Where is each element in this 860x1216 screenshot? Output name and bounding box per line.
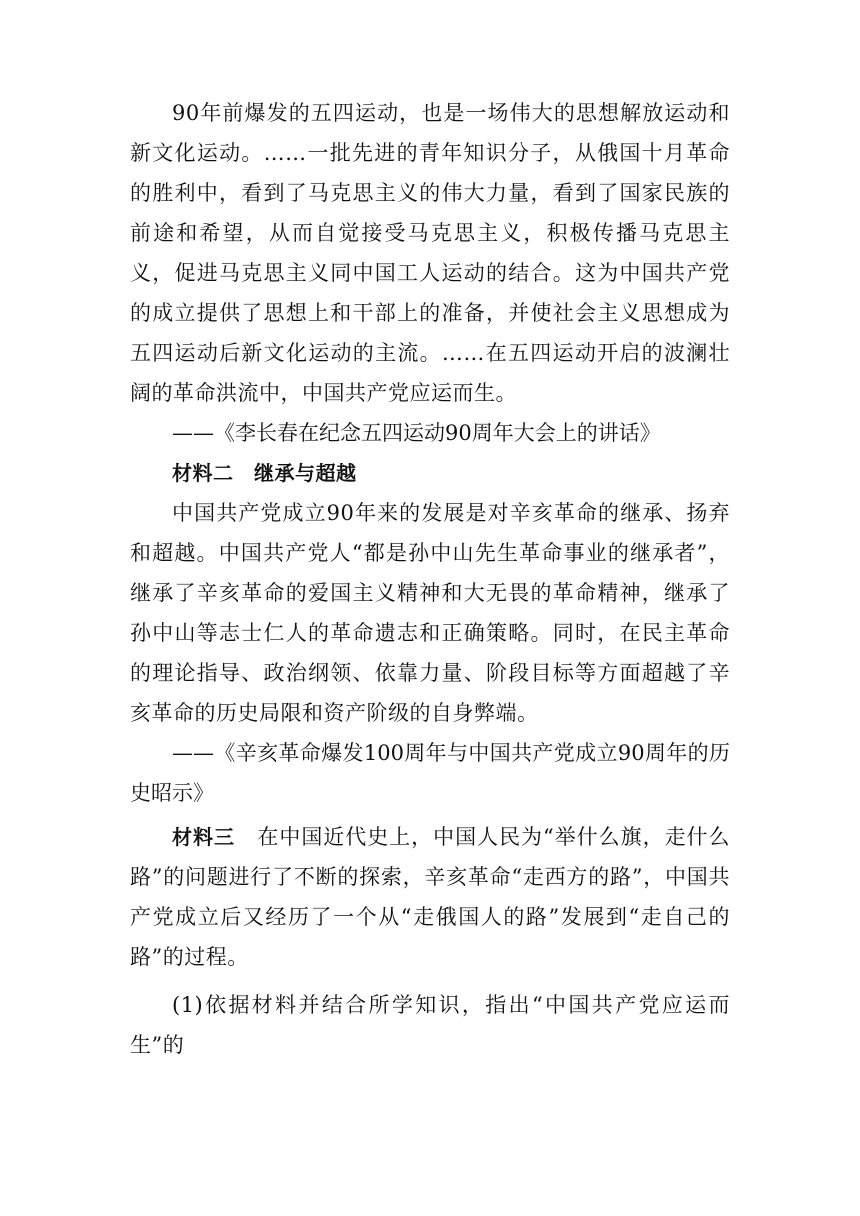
- material3-paragraph: [130, 817, 730, 977]
- material2-passage: 中国共产党成立90年来的发展是对辛亥革命的继承、扬弃和超越。中国共产党人“都是孙中山先生革命事业的继承者”，继承了辛亥革命的爱国主义精神和大无畏的革命精神，继承了孙中山等志士仁人的革命遗志和正确策略。同时，在民主革命的理论指导、政治纲领、依靠力量、阶段目标等方面超越了辛亥革命的历史局限和资产阶级的自身弊端。: [130, 501, 730, 725]
- material1-passage: 90年前爆发的五四运动，也是一场伟大的思想解放运动和新文化运动。……一批先进的青年知识分子，从俄国十月革命的胜利中，看到了马克思主义的伟大力量，看到了国家民族的前途和希望，从而自觉接受马克思主义，积极传播马克思主义，促进马克思主义同中国工人运动的结合。这为中国共产党的成立提供了思想上和干部上的准备，并使社会主义思想成为五四运动后新文化运动的主流。……在五四运动开启的波澜壮阔的革命洪流中，中国共产党应运而生。: [130, 101, 730, 405]
- document-page: [130, 93, 731, 1057]
- material2-source: ——《辛亥革命爆发100周年与中国共产党成立90周年的历史昭示》: [130, 741, 730, 805]
- material3-passage: 在中国近代史上，中国人民为“举什么旗，走什么路”的问题进行了不断的探索，辛亥革命“走西方的路”，中国共产党成立后又经历了一个从“走俄国人的路”发展到“走自己的路”的过程。: [130, 825, 731, 969]
- material3-label: 材料三: [172, 825, 235, 849]
- material2-heading: 材料二 继承与超越: [172, 461, 357, 485]
- question-1: (1)依据材料并结合所学知识，指出“中国共产党应运而生”的: [130, 993, 730, 1057]
- material1-source: ——《李长春在纪念五四运动90周年大会上的讲话》: [172, 421, 661, 445]
